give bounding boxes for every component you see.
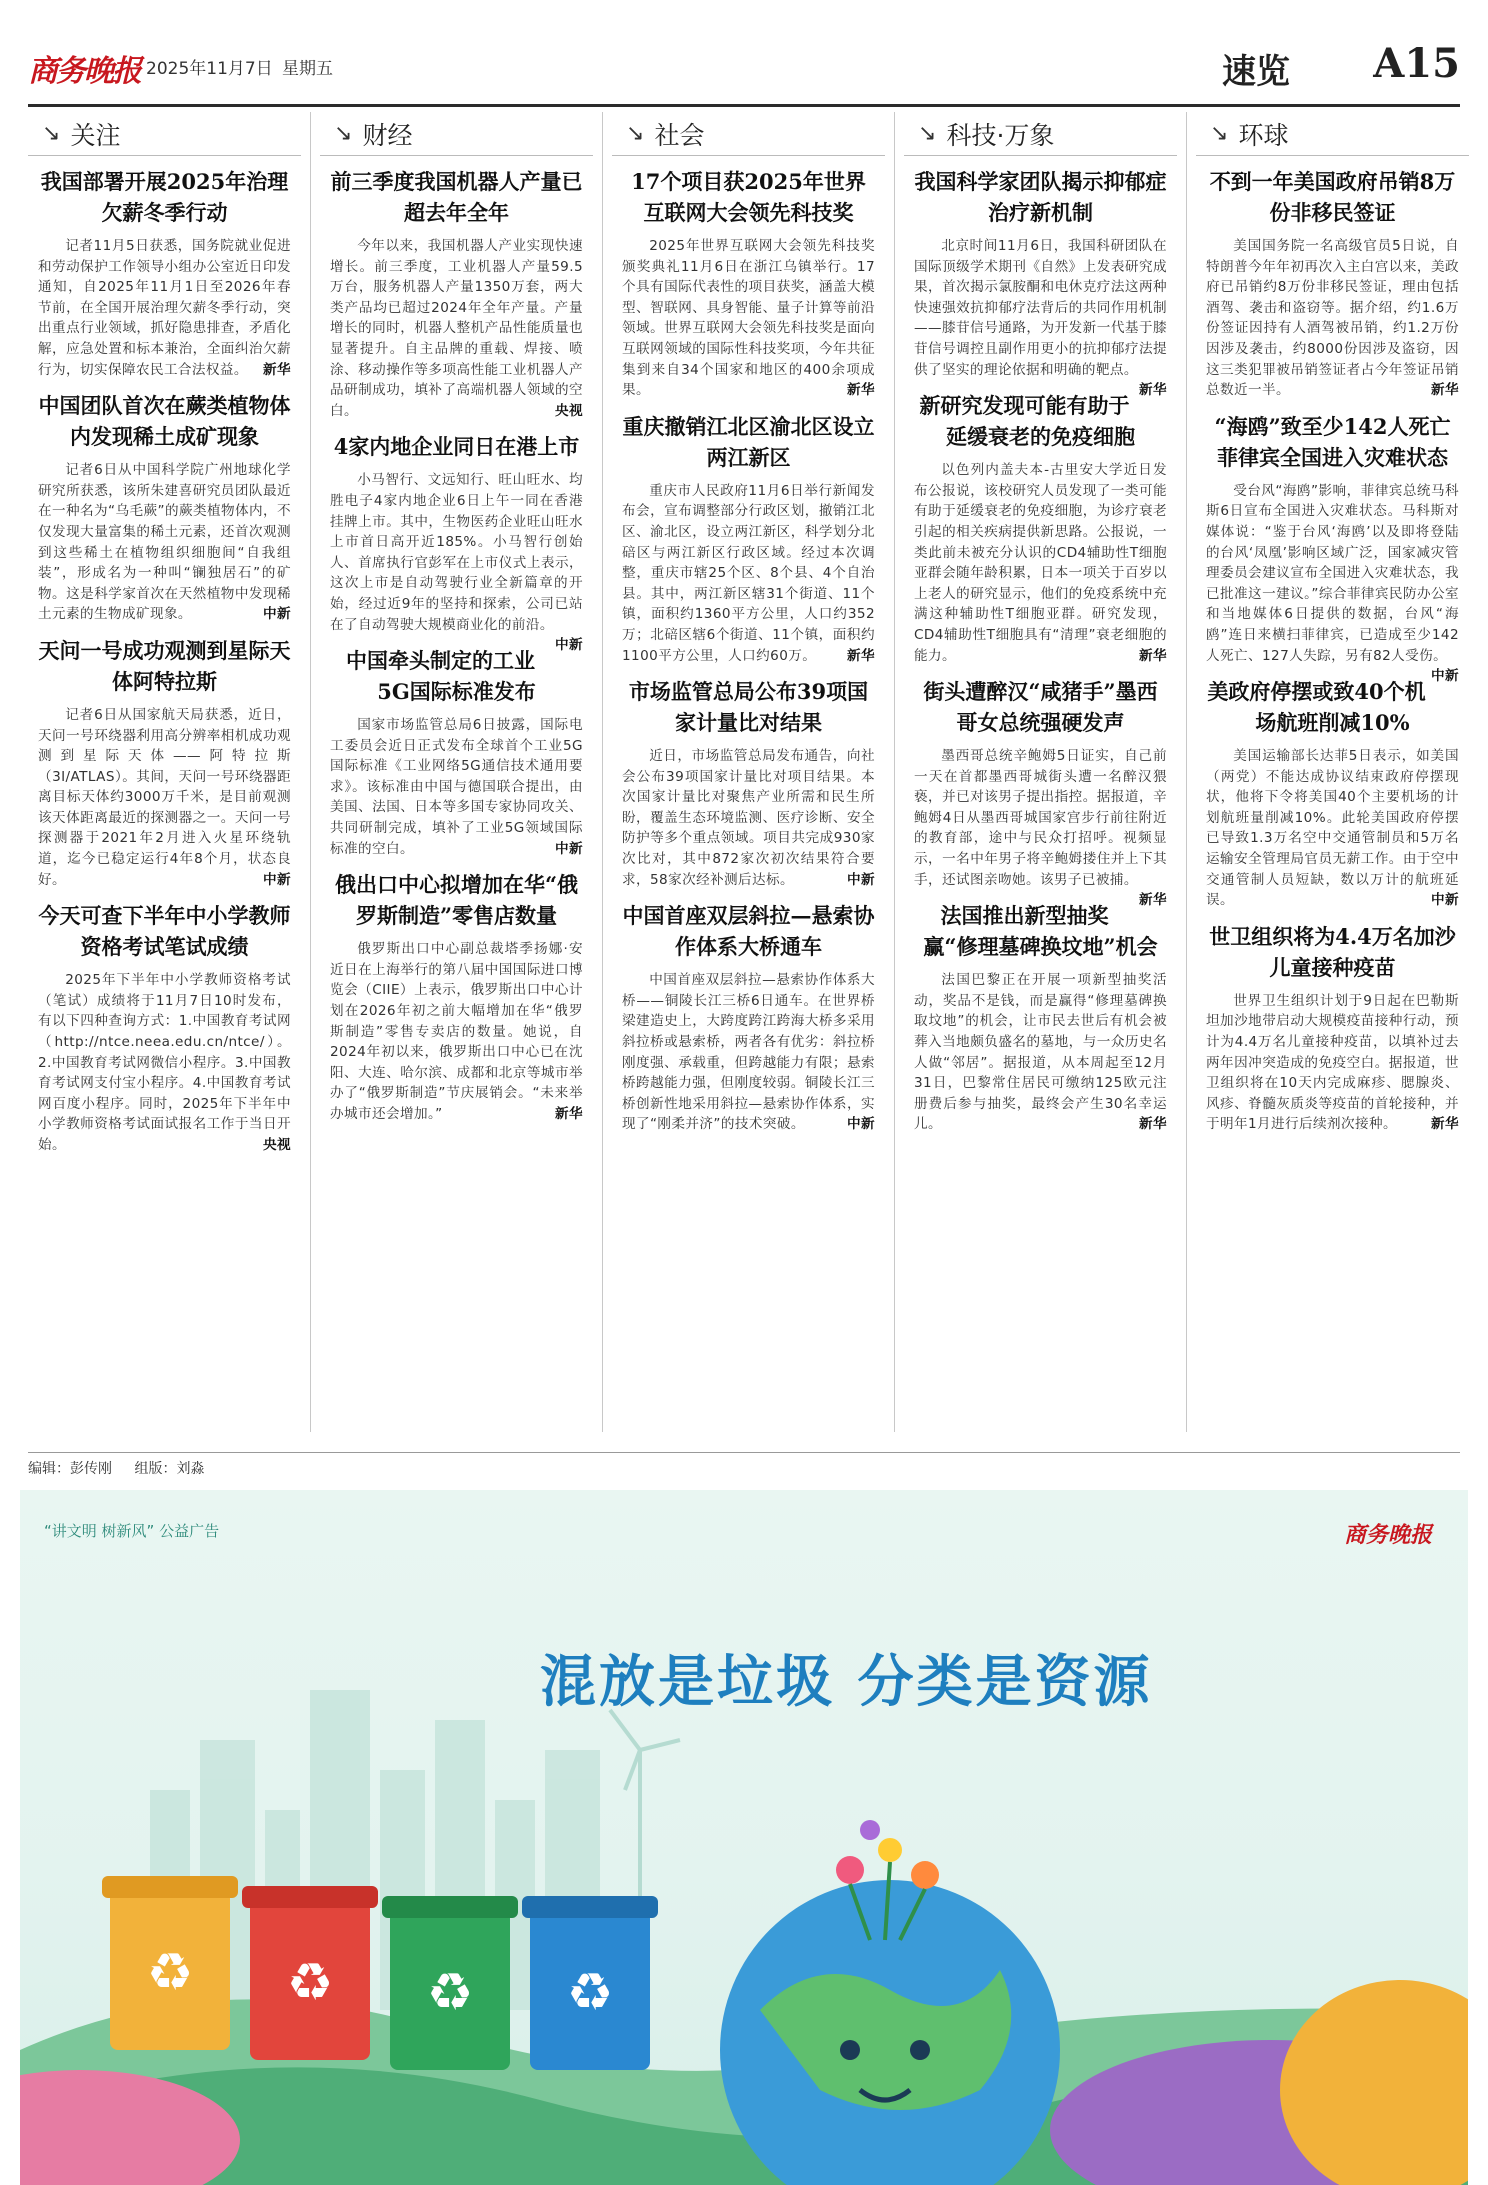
article-body xyxy=(1206,991,1459,1135)
article xyxy=(28,900,301,1155)
article-source: 央视 xyxy=(555,402,583,419)
article xyxy=(28,166,301,380)
article-source: 中新 xyxy=(847,1116,875,1133)
article-text: 记者6日从国家航天局获悉，近日，天问一号环绕器利用高分辨率相机成功观测到星际天体——阿特拉斯（3I/ATLAS）。其间，天问一号环绕器距离目标天体约3000万千米，是目前观测该天体距离最近的探测器之一。天问一号探测器于2021年2月进入火星环绕轨道，迄今已稳定运行4年8个月，状态良好。 xyxy=(38,706,291,888)
article xyxy=(1196,166,1469,401)
article-text: 以色列内盖夫本-古里安大学近日发布公报说，该校研究人员发现了一类可能有助于延缓衰老的免疫细胞，为诊疗衰老引起的相关疾病提供新思路。公报说，一类此前未被充分认识的CD4辅助性T细胞亚群会随年龄积累，日本一项关于百岁以上老人的研究显示，他们的免疫系统中充满这种辅助性T细胞亚群。研究发现，CD4辅助性T细胞具有“清理”衰老细胞的能力。 xyxy=(914,462,1167,664)
article xyxy=(612,411,885,666)
article-source: 中新 xyxy=(555,840,583,857)
column-4 xyxy=(904,112,1177,1452)
top-rule xyxy=(28,104,1460,107)
article-text: 美国国务院一名高级官员5日说，自特朗普今年年初再次入主白宫以来，美政府已吊销约8万份非移民签证，理由包括酒驾、袭击和盗窃等。据介绍，约1.6万份签证因持有人酒驾被吊销，约1.2万份因涉及袭击，约8000份因涉及盗窃，因这三类犯罪被吊销签证者占今年签证吊销总数近一半。 xyxy=(1206,238,1459,399)
article-source: 新华 xyxy=(555,1106,583,1122)
article-body xyxy=(914,236,1167,399)
article xyxy=(612,166,885,401)
ad-tagline: “讲文明 树新风” 公益广告 xyxy=(44,1522,220,1540)
article-body xyxy=(330,236,583,421)
section-name: 速览 xyxy=(1222,52,1290,92)
middle-rule xyxy=(28,1452,1460,1453)
green-bin-icon xyxy=(382,1896,518,2070)
article-body xyxy=(914,970,1167,1135)
article-text: 墨西哥总统辛鲍姆5日证实，自己前一天在首都墨西哥城街头遭一名醉汉猥亵，并已对该男子提出指控。据报道，辛鲍姆4日从墨西哥城国家宫步行前往附近的教育部，途中与民众打招呼。视频显示，一名中年男子将辛鲍姆搂住并上下其手，还试图亲吻她。该男子已被捕。 xyxy=(914,748,1167,888)
article xyxy=(612,900,885,1135)
article xyxy=(904,676,1177,909)
column-header xyxy=(612,112,885,156)
column-title: 科技·万象 xyxy=(946,120,1055,150)
editor-credits xyxy=(28,1458,222,1478)
column-1 xyxy=(28,112,301,1452)
article-headline: 中国团队首次在蕨类植物体内发现稀土成矿现象 xyxy=(38,393,291,450)
issue-weekday: 星期五 xyxy=(282,59,333,79)
editor-name: 编辑：彭传刚 xyxy=(28,1461,112,1477)
article-body xyxy=(38,236,291,380)
article-headline: 法国推出新型抽奖赢“修理墓碑换坟地”机会 xyxy=(923,903,1158,960)
arrow-icon: ↘ xyxy=(626,121,645,146)
svg-text:♻: ♻ xyxy=(426,1963,474,2023)
article-source: 央视 xyxy=(263,1137,291,1153)
public-service-ad xyxy=(20,1490,1468,2185)
arrow-icon: ↘ xyxy=(1210,121,1229,146)
article xyxy=(904,390,1177,666)
article-headline: 4家内地企业同日在港上市 xyxy=(333,434,580,460)
article-body xyxy=(622,746,875,890)
article-text: 法国巴黎正在开展一项新型抽奖活动，奖品不是钱，而是赢得“修理墓碑换取坟地”的机会，让市民去世后有机会被葬入当地颇负盛名的墓地，与一众历史名人做“邻居”。据报道，从本周起至12月31日，巴黎常住居民可缴纳125欧元注册费后参与抽奖，最终会产生30名幸运儿。 xyxy=(914,972,1167,1133)
article-body xyxy=(330,715,583,859)
masthead xyxy=(28,40,1460,100)
column-title: 关注 xyxy=(70,120,121,150)
article-body xyxy=(622,236,875,401)
article-body xyxy=(38,705,291,890)
article-body xyxy=(38,460,291,625)
article-source: 新华 xyxy=(1139,382,1167,399)
article-headline: 我国部署开展2025年治理欠薪冬季行动 xyxy=(40,169,289,225)
article-body xyxy=(622,970,875,1135)
article-source: 新华 xyxy=(1139,1116,1167,1133)
article-source: 新华 xyxy=(847,382,875,399)
column-header xyxy=(320,112,593,156)
article-text: 今年以来，我国机器人产业实现快速增长。前三季度，工业机器人产量59.5万台，服务机器人产量1350万套，两大类产品均已超过2024年全年产量。产量增长的同时，机器人整机产品性能质量也显著提升。自主品牌的重载、焊接、喷涂、移动操作等多项高性能工业机器人产品研制成功，填补了高端机器人领域的空白。 xyxy=(330,238,583,419)
article-source: 中新 xyxy=(263,606,291,623)
article-body xyxy=(622,481,875,666)
article-body xyxy=(330,939,583,1124)
article-source: 中新 xyxy=(263,871,291,888)
article xyxy=(1196,676,1469,911)
earth-character-icon xyxy=(720,1880,1060,2185)
column-header xyxy=(1196,112,1469,156)
article-headline: “海鸥”致至少142人死亡菲律宾全国进入灾难状态 xyxy=(1214,413,1451,470)
article-headline: 我国科学家团队揭示抑郁症治疗新机制 xyxy=(914,169,1167,225)
article-body xyxy=(38,970,291,1155)
article-text: 受台风“海鸥”影响，菲律宾总统马科斯6日宣布全国进入灾难状态。马科斯对媒体说：“鉴于台风‘海鸥’以及即将登陆的台风‘凤凰’影响区域广泛，国家减灾管理委员会建议宣布全国进入灾难状态，我已批准这一建议。”综合菲律宾民防办公室和当地媒体6日提供的数据，台风“海鸥”连日来横扫菲律宾，已造成至少142人死亡、127人失踪，另有82人受伤。 xyxy=(1206,482,1459,664)
article-headline: 世卫组织将为4.4万名加沙儿童接种疫苗 xyxy=(1209,923,1456,980)
article-text: 记者6日从中国科学院广州地球化学研究所获悉，该所朱建喜研究员团队最近在一种名为“乌毛蕨”的蕨类植物体内，不仅发现大量富集的稀土元素，还首次观测到这些稀土在植物组织细胞间“自我组装”，形成名为一种叫“镧独居石”的矿物。这是科学家首次在天然植物中发现稀土元素的生物成矿现象。 xyxy=(38,462,291,623)
article-text: 世界卫生组织计划于9日起在巴勒斯坦加沙地带启动大规模疫苗接种行动，预计为4.4万名儿童接种疫苗，以填补过去两年因冲突造成的免疫空白。据报道，世卫组织将在10天内完成麻疹、腮腺炎、风疹、脊髓灰质炎等疫苗的首轮接种，并于明年1月进行后续剂次接种。 xyxy=(1206,992,1459,1133)
svg-text:♻: ♻ xyxy=(146,1943,194,2003)
column-3 xyxy=(612,112,885,1452)
article-headline: 17个项目获2025年世界互联网大会领先科技奖 xyxy=(631,169,866,225)
article-headline: 美政府停摆或致40个机场航班削减10% xyxy=(1207,679,1426,736)
svg-text:♻: ♻ xyxy=(566,1963,614,2023)
article-source: 新华 xyxy=(263,361,291,378)
article xyxy=(320,431,593,654)
article-text: 美国运输部长达菲5日表示，如美国（两党）不能达成协议结束政府停摆现状，他将下令将美国40个主要机场的计划航班量削减10%。此轮美国政府停摆已导致1.3万名空中交通管制员和5万名运输安全管理局官员无薪工作。由于空中交通管制人员短缺，数以万计的航班延误。 xyxy=(1206,748,1459,909)
article-body xyxy=(914,746,1167,909)
article-headline: 新研究发现可能有助于延缓衰老的免疫细胞 xyxy=(919,393,1135,450)
page-number: A15 xyxy=(1373,40,1460,87)
article xyxy=(28,635,301,890)
article-body xyxy=(330,470,583,654)
article-source: 新华 xyxy=(1139,892,1167,909)
article-headline: 重庆撤销江北区渝北区设立两江新区 xyxy=(622,413,875,470)
article-text: 2025年下半年中小学教师资格考试（笔试）成绩将于11月7日10时发布，有以下四种查询方式：1.中国教育考试网（http://ntce.neea.edu.cn/ntce/）。2.中国教育考试网微信小程序。3.中国教育考试网支付宝小程序。4.中国教育考试网百度小程序。同时，2025年下半年中小学教师资格考试面试报名工作于当日开始。 xyxy=(38,972,291,1153)
article xyxy=(28,390,301,625)
article-text: 北京时间11月6日，我国科研团队在国际顶级学术期刊《自然》上发表研究成果，首次揭示氯胺酮和电休克疗法这两种快速强效抗抑郁疗法背后的共同作用机制——膝苷信号通路，为开发新一代基于膝苷信号调控且副作用更小的抗抑郁疗法提供了坚实的理论依据和明确的靶点。 xyxy=(914,238,1167,378)
article-source: 中新 xyxy=(1431,668,1459,685)
column-header xyxy=(904,112,1177,156)
issue-date: 2025年11月7日 xyxy=(146,59,273,79)
column-title: 社会 xyxy=(654,120,705,150)
article-text: 2025年世界互联网大会领先科技奖颁奖典礼11月6日在浙江乌镇举行。17个具有国际代表性的项目获奖，涵盖大模型、智联网、具身智能、量子计算等前沿领域。世界互联网大会领先科技奖是面向互联网领域的国际性科技奖项，今年共征集到来自34个国家和地区的400余项成果。 xyxy=(622,238,875,399)
article-headline: 街头遭醉汉“咸猪手”墨西哥女总统强硬发声 xyxy=(923,679,1158,736)
article-source: 中新 xyxy=(847,871,875,888)
article-body xyxy=(1206,746,1459,911)
column-2 xyxy=(320,112,593,1452)
article-headline: 俄出口中心拟增加在华“俄罗斯制造”零售店数量 xyxy=(334,872,579,929)
article-headline: 市场监管总局公布39项国家计量比对结果 xyxy=(628,679,869,736)
article-source: 新华 xyxy=(1431,382,1459,399)
article-source: 新华 xyxy=(1139,647,1167,664)
article-source: 新华 xyxy=(847,647,875,664)
article-headline: 中国首座双层斜拉—悬索协作体系大桥通车 xyxy=(622,903,875,960)
article-text: 重庆市人民政府11月6日举行新闻发布会，宣布调整部分行政区划，撤销江北区、渝北区，设立两江新区，科学划分北碚区与两江新区行政区域。经过本次调整，重庆市辖25个区、8个县、4个自治县。其中，两江新区辖31个街道、11个镇，面积约1360平方公里，人口约352万；北碚区辖6个街道、11个镇，面积约1100平方公里，人口约60万。 xyxy=(622,482,875,664)
article-text: 记者11月5日获悉，国务院就业促进和劳动保护工作领导小组办公室近日印发通知，自2025年11月1日至2026年春节前，在全国开展治理欠薪冬季行动，突出重点行业领域，抓好隐患排查，矛盾化解，应急处置和标本兼治，全面纠治欠薪行为，切实保障农民工合法权益。 xyxy=(38,238,291,378)
arrow-icon: ↘ xyxy=(334,121,353,146)
article-text: 俄罗斯出口中心副总裁塔季扬娜·安近日在上海举行的第八届中国国际进口博览会（CIIE）上表示，俄罗斯出口中心计划在2026年初之前大幅增加在华“俄罗斯制造”零售专卖店的数量。她说，自2024年初以来，俄罗斯出口中心已在沈阳、大连、哈尔滨、成都和北京等城市举办了“俄罗斯制造”节庆展销会。“未来举办城市还会增加。” xyxy=(330,941,583,1122)
article-body xyxy=(914,460,1167,666)
column-divider xyxy=(310,112,311,1432)
arrow-icon: ↘ xyxy=(918,121,937,146)
article xyxy=(320,166,593,421)
article-headline: 天问一号成功观测到星际天体阿特拉斯 xyxy=(38,637,291,694)
column-divider xyxy=(1186,112,1187,1432)
article-text: 中国首座双层斜拉—悬索协作体系大桥——铜陵长江三桥6日通车。在世界桥梁建造史上，大跨度跨江跨海大桥多采用斜拉桥或悬索桥，两者各有优劣：斜拉桥刚度强、承载重，但跨越能力有限；悬索桥跨越能力强，但刚度较弱。铜陵长江三桥创新性地采用斜拉—悬索协作体系，实现了“刚柔并济”的技术突破。 xyxy=(622,972,875,1133)
article-source: 新华 xyxy=(1431,1116,1459,1133)
article-source: 中新 xyxy=(555,637,583,654)
article xyxy=(320,645,593,859)
article-headline: 中国牵头制定的工业5G国际标准发布 xyxy=(346,648,536,705)
article-headline: 前三季度我国机器人产量已超去年全年 xyxy=(330,169,583,225)
arrow-icon: ↘ xyxy=(42,121,61,146)
article xyxy=(1196,411,1469,685)
article-headline: 不到一年美国政府吊销8万份非移民签证 xyxy=(1209,169,1456,225)
article xyxy=(904,900,1177,1135)
article xyxy=(904,166,1177,399)
blue-bin-icon xyxy=(522,1896,658,2070)
ad-slogan: 混放是垃圾 分类是资源 xyxy=(540,1650,1153,1715)
newspaper-logo: 商务晚报 xyxy=(28,54,140,89)
ad-logo: 商务晚报 xyxy=(1343,1522,1432,1548)
ad-illustration xyxy=(20,1490,1468,2185)
article-source: 中新 xyxy=(1431,892,1459,909)
svg-text:♻: ♻ xyxy=(286,1953,334,2013)
yellow-bin-icon xyxy=(102,1876,238,2050)
article xyxy=(612,676,885,890)
article-headline: 今天可查下半年中小学教师资格考试笔试成绩 xyxy=(38,903,291,960)
column-divider xyxy=(894,112,895,1432)
article xyxy=(320,869,593,1124)
column-title: 财经 xyxy=(362,120,413,150)
article-text: 国家市场监管总局6日披露，国际电工委员会近日正式发布全球首个工业5G国际标准《工业网络5G通信技术通用要求》。该标准由中国与德国联合提出，由美国、法国、日本等多国专家协同攻关、共同研制完成，填补了工业5G领域国际标准的空白。 xyxy=(330,717,583,857)
designer-name: 组版：刘淼 xyxy=(134,1461,205,1477)
article-text: 近日，市场监管总局发布通告，向社会公布39项国家计量比对项目结果。本次国家计量比对聚焦产业所需和民生所盼，覆盖生态环境监测、医疗诊断、安全防护等多个重点领域。项目共完成930家次比对，其中872家次初次结果符合要求，58家次经补测后达标。 xyxy=(622,748,875,888)
column-5 xyxy=(1196,112,1469,1452)
article-text: 小马智行、文远知行、旺山旺水、均胜电子4家内地企业6日上午一同在香港挂牌上市。其中，生物医药企业旺山旺水上市首日高开近185%。小马智行创始人、首席执行官彭军在上市仪式上表示，这次上市是自动驾驶行业全新篇章的开始，经过近9年的坚持和探索，公司已站在了自动驾驶大规模商业化的前沿。 xyxy=(330,472,583,633)
column-title: 环球 xyxy=(1238,120,1289,150)
column-divider xyxy=(602,112,603,1432)
red-bin-icon xyxy=(242,1886,378,2060)
article xyxy=(1196,921,1469,1135)
article-body xyxy=(1206,236,1459,401)
article-body xyxy=(1206,481,1459,685)
column-header xyxy=(28,112,301,156)
